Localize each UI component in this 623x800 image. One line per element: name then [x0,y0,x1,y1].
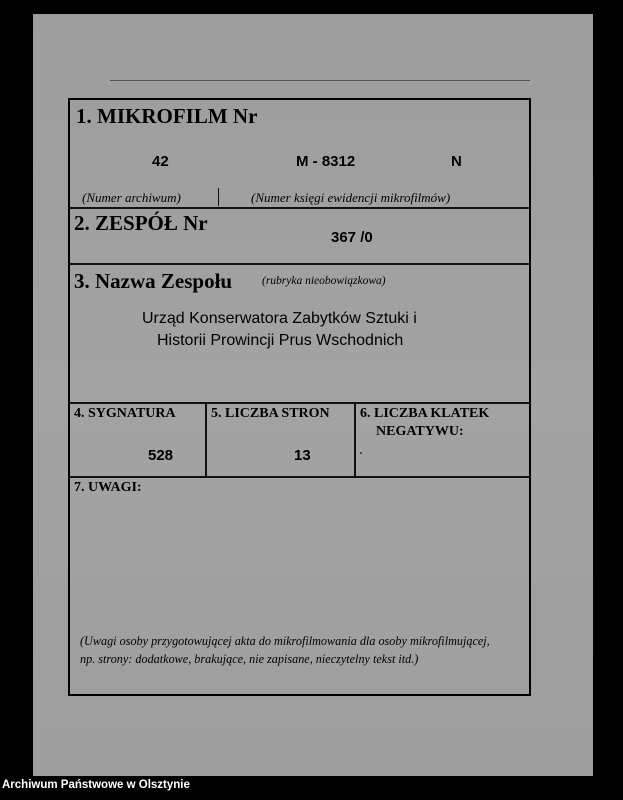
archive-footer-label: Archiwum Państwowe w Olsztynie [2,779,190,791]
section6-title-line2: NEGATYWU: [376,424,464,439]
section5-value: 13 [294,447,311,464]
section2-value: 367 /0 [331,229,373,246]
archive-number: 42 [152,153,169,170]
rule-after-section6 [70,476,529,478]
speck-mark [360,452,362,454]
register-number: M - 8312 [296,153,356,170]
section5-title: 5. LICZBA STRON [211,406,330,421]
form-card [68,98,531,696]
archive-caption: (Numer archiwum) [82,190,181,205]
unit-name-line2: Historii Prowincji Prus Wschodnich [157,332,404,349]
rule-after-section2 [70,263,529,265]
rule-after-section3 [70,402,529,404]
section6-title-line1: 6. LICZBA KLATEK [360,406,490,421]
section2-title: 2. ZESPÓŁ Nr [74,211,208,235]
section7-title: 7. UWAGI: [74,480,142,495]
remarks-note-line1: (Uwagi osoby przygotowującej akta do mikrofilmowania dla osoby mikrofilmującej, [80,634,490,648]
top-rule [110,80,530,81]
section4-value: 528 [148,447,174,464]
rule-after-section1 [70,207,529,209]
section1-title: 1. MIKROFILM Nr [76,104,258,128]
divider-4-5 [205,402,207,478]
section3-note: (rubryka nieobowiązkowa) [262,275,386,287]
unit-name-line1: Urząd Konserwatora Zabytków Sztuki i [142,310,417,327]
caption-divider [218,188,219,206]
remarks-note-line2: np. strony: dodatkowe, brakujące, nie zapisane, nieczytelny tekst itd.) [80,652,419,666]
section4-title: 4. SYGNATURA [74,406,176,421]
section3-title: 3. Nazwa Zespołu [74,269,233,293]
register-caption: (Numer księgi ewidencji mikrofilmów) [251,190,451,205]
register-suffix: N [451,153,462,170]
divider-5-6 [354,402,356,478]
